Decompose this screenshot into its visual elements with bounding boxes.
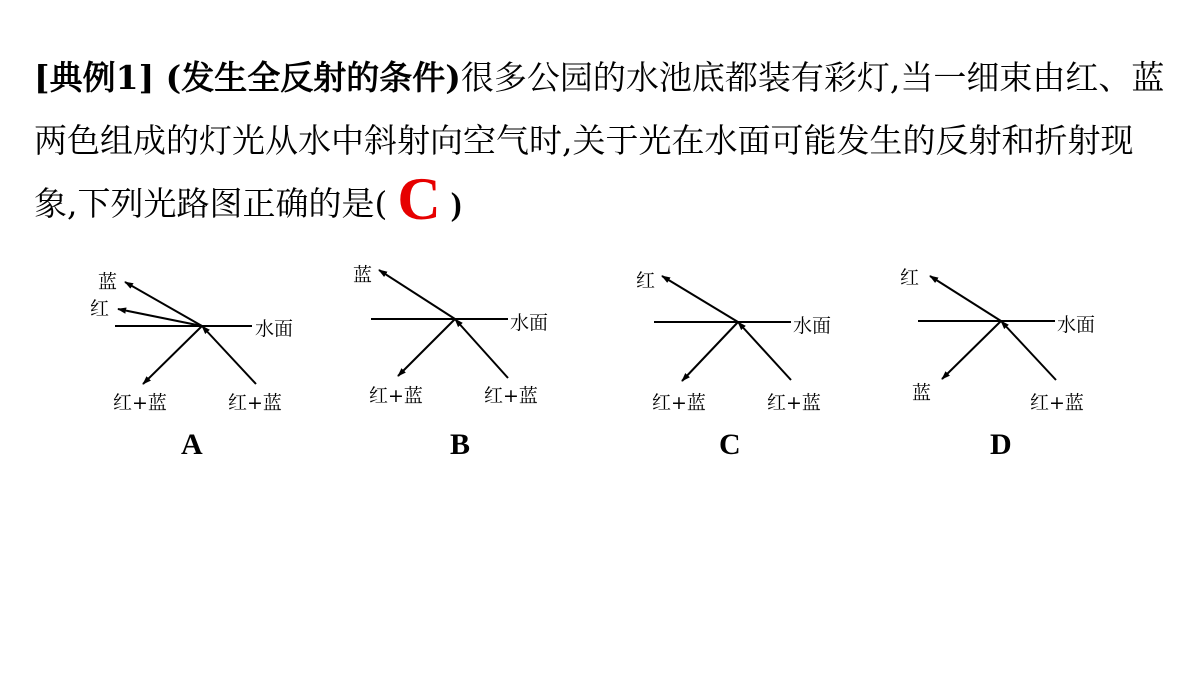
label-reflected: 红+蓝 <box>652 392 706 414</box>
diagram-d <box>918 276 1056 380</box>
incident-ray <box>202 326 256 384</box>
label-incident: 红+蓝 <box>484 385 538 407</box>
label-blue: 蓝 <box>353 264 373 286</box>
label-red: 红 <box>900 267 920 289</box>
label-incident: 红+蓝 <box>228 392 282 414</box>
label-surface: 水面 <box>1057 314 1096 336</box>
diagram-a <box>115 282 256 384</box>
label-red: 红 <box>636 270 656 292</box>
incident-ray <box>738 322 791 380</box>
label-incident: 红+蓝 <box>767 392 821 414</box>
option-label-a: A <box>181 428 203 461</box>
diagram-b <box>371 270 508 378</box>
answer-letter: C <box>397 166 441 232</box>
label-red: 红 <box>90 298 110 320</box>
refracted-ray-red <box>118 309 202 326</box>
question-prefix: [典例1] (发生全反射的条件) <box>34 58 461 97</box>
closing-paren: ) <box>450 187 462 223</box>
label-blue: 蓝 <box>98 271 118 293</box>
label-surface: 水面 <box>510 312 549 334</box>
diagram-c <box>654 276 791 381</box>
reflected-ray <box>398 319 455 376</box>
label-surface: 水面 <box>793 315 832 337</box>
question-body: 很多公园的水池底都装有彩灯,当一细束由红、蓝两色组成的灯光从水中斜射向空气时,关于光在水面可能发生的反射和折射现象,下列光路图正确的是( <box>34 58 1165 223</box>
incident-ray <box>455 319 508 378</box>
refracted-ray-blue <box>125 282 202 326</box>
label-surface: 水面 <box>255 318 294 340</box>
reflected-ray <box>942 321 1001 379</box>
refracted-ray-red <box>930 276 1001 321</box>
reflected-ray <box>682 322 738 381</box>
incident-ray <box>1001 321 1056 380</box>
reflected-ray <box>143 326 202 384</box>
label-reflected: 红+蓝 <box>113 392 167 414</box>
refracted-ray-blue <box>379 270 455 319</box>
label-incident: 红+蓝 <box>1030 392 1084 414</box>
label-reflected: 红+蓝 <box>369 385 423 407</box>
refracted-ray-red <box>662 276 738 322</box>
option-label-c: C <box>719 428 741 461</box>
label-reflected: 蓝 <box>912 382 932 404</box>
option-label-b: B <box>450 428 471 461</box>
option-label-d: D <box>990 428 1012 461</box>
